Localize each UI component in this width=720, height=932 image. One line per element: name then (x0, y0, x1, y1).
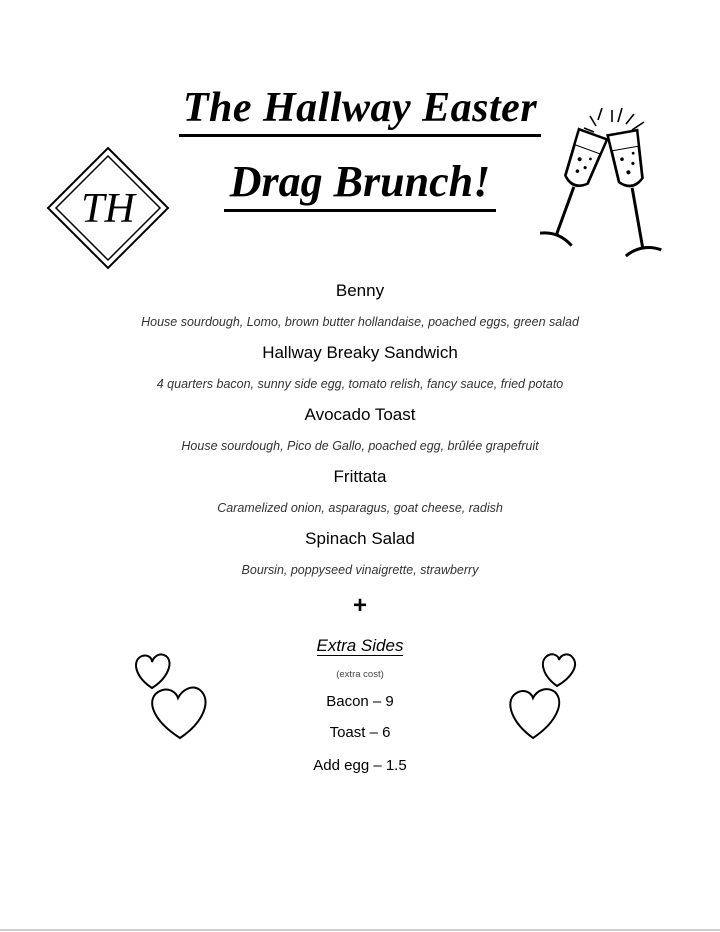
menu-item (0, 462, 720, 524)
menu-item-name: Frittata (333, 467, 387, 486)
menu-item-name: Benny (335, 281, 385, 300)
sides-note: (extra cost) (336, 669, 384, 680)
hearts-left-icon (130, 650, 212, 742)
menu-item-description: House sourdough, Lomo, brown butter hollandaise, poached eggs, green salad (141, 315, 579, 329)
th-logo-icon (46, 146, 170, 270)
hearts-right-icon (505, 650, 581, 742)
menu-item-description: Boursin, poppyseed vinaigrette, strawberry (241, 563, 479, 577)
menu-item-description: House sourdough, Pico de Gallo, poached egg, brûlée grapefruit (181, 439, 539, 453)
menu-item-name: Spinach Salad (305, 529, 415, 548)
menu-item (0, 524, 720, 586)
menu-item (0, 400, 720, 462)
menu-item-name: Hallway Breaky Sandwich (262, 343, 458, 362)
page-bottom-divider (0, 929, 720, 931)
side-item: Add egg – 1.5 (313, 757, 407, 774)
menu-item-description: 4 quarters bacon, sunny side egg, tomato relish, fancy sauce, fried potato (156, 377, 564, 391)
menu-item-name: Avocado Toast (304, 405, 416, 424)
side-item: Bacon – 9 (326, 693, 394, 710)
menu-list (0, 276, 720, 586)
plus-sign: + (352, 592, 367, 619)
title-line-1-text: The Hallway Easter (179, 84, 541, 137)
menu-item (0, 276, 720, 338)
title-line-2-text: Drag Brunch! (224, 156, 496, 212)
sides-title-text: Extra Sides (316, 636, 404, 655)
menu-item-description: Caramelized onion, asparagus, goat cheese, radish (217, 501, 503, 515)
sides-title (0, 636, 720, 656)
logo-text: TH (81, 186, 135, 232)
champagne-glasses-icon (540, 100, 670, 275)
menu-item (0, 338, 720, 400)
side-item: Toast – 6 (329, 724, 391, 741)
